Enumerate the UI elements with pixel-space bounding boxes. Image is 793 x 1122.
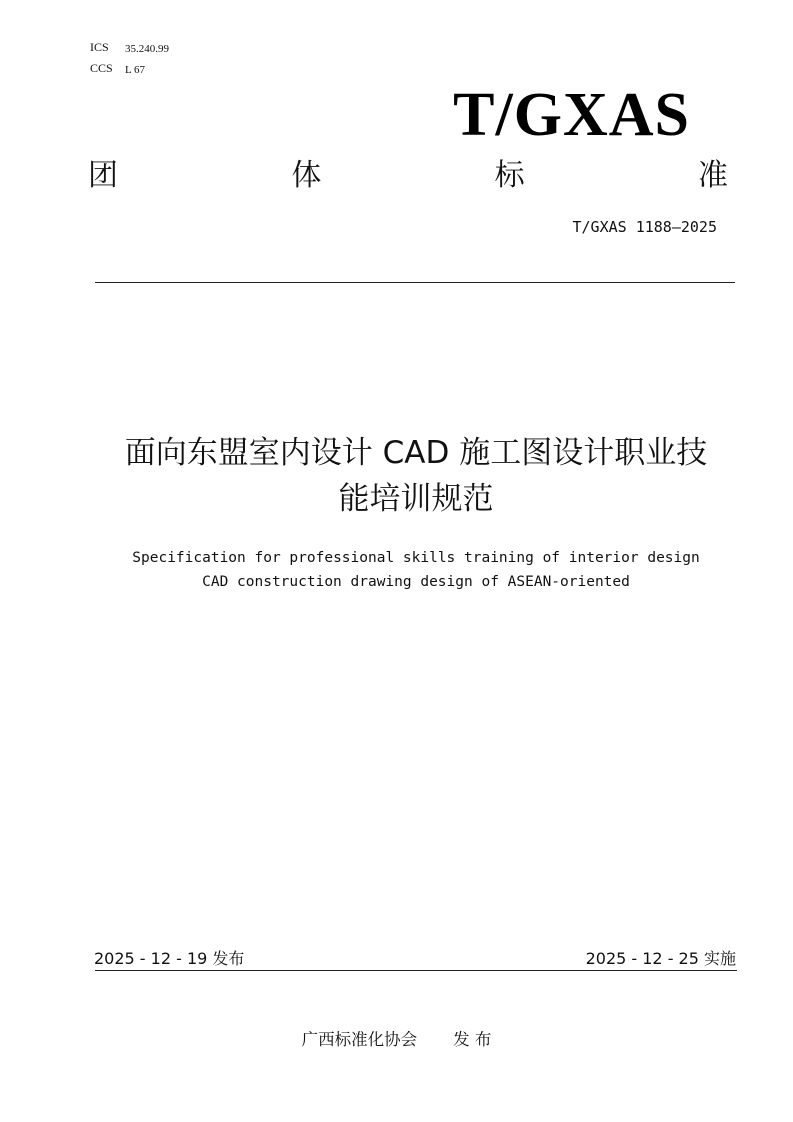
header-divider bbox=[95, 282, 735, 283]
standard-type-char: 体 bbox=[291, 158, 322, 193]
date-divider bbox=[95, 970, 737, 971]
implementation-date: 2025 - 12 - 25 实施 bbox=[585, 949, 736, 968]
title-english-line-2: CAD construction drawing design of ASEAN-oriented bbox=[202, 574, 630, 590]
standard-number: T/GXAS 1188—2025 bbox=[572, 218, 717, 236]
title-english bbox=[96, 546, 736, 594]
release-date: 2025 - 12 - 19 发布 bbox=[94, 949, 245, 968]
ccs-code bbox=[90, 61, 210, 77]
ccs-label: CCS bbox=[90, 61, 113, 75]
title-chinese-line-2: 能培训规范 bbox=[338, 481, 494, 517]
ccs-value: L 67 bbox=[125, 64, 146, 76]
standard-logo: T/GXAS bbox=[453, 81, 690, 149]
standard-type-char: 准 bbox=[697, 158, 728, 193]
standard-type bbox=[86, 152, 730, 192]
ics-label: ICS bbox=[90, 40, 109, 54]
standard-type-char: 团 bbox=[88, 158, 118, 193]
ics-code bbox=[90, 40, 210, 56]
title-chinese-line-1: 面向东盟室内设计 CAD 施工图设计职业技 bbox=[124, 435, 708, 471]
publisher bbox=[0, 1026, 793, 1050]
standard-type-char: 标 bbox=[494, 158, 525, 193]
title-english-line-1: Specification for professional skills training of interior design bbox=[132, 550, 700, 566]
ics-value: 35.240.99 bbox=[125, 43, 169, 55]
publisher-action: 发 布 bbox=[453, 1030, 492, 1049]
title-chinese bbox=[96, 430, 736, 522]
publisher-org: 广西标准化协会 bbox=[301, 1030, 418, 1049]
